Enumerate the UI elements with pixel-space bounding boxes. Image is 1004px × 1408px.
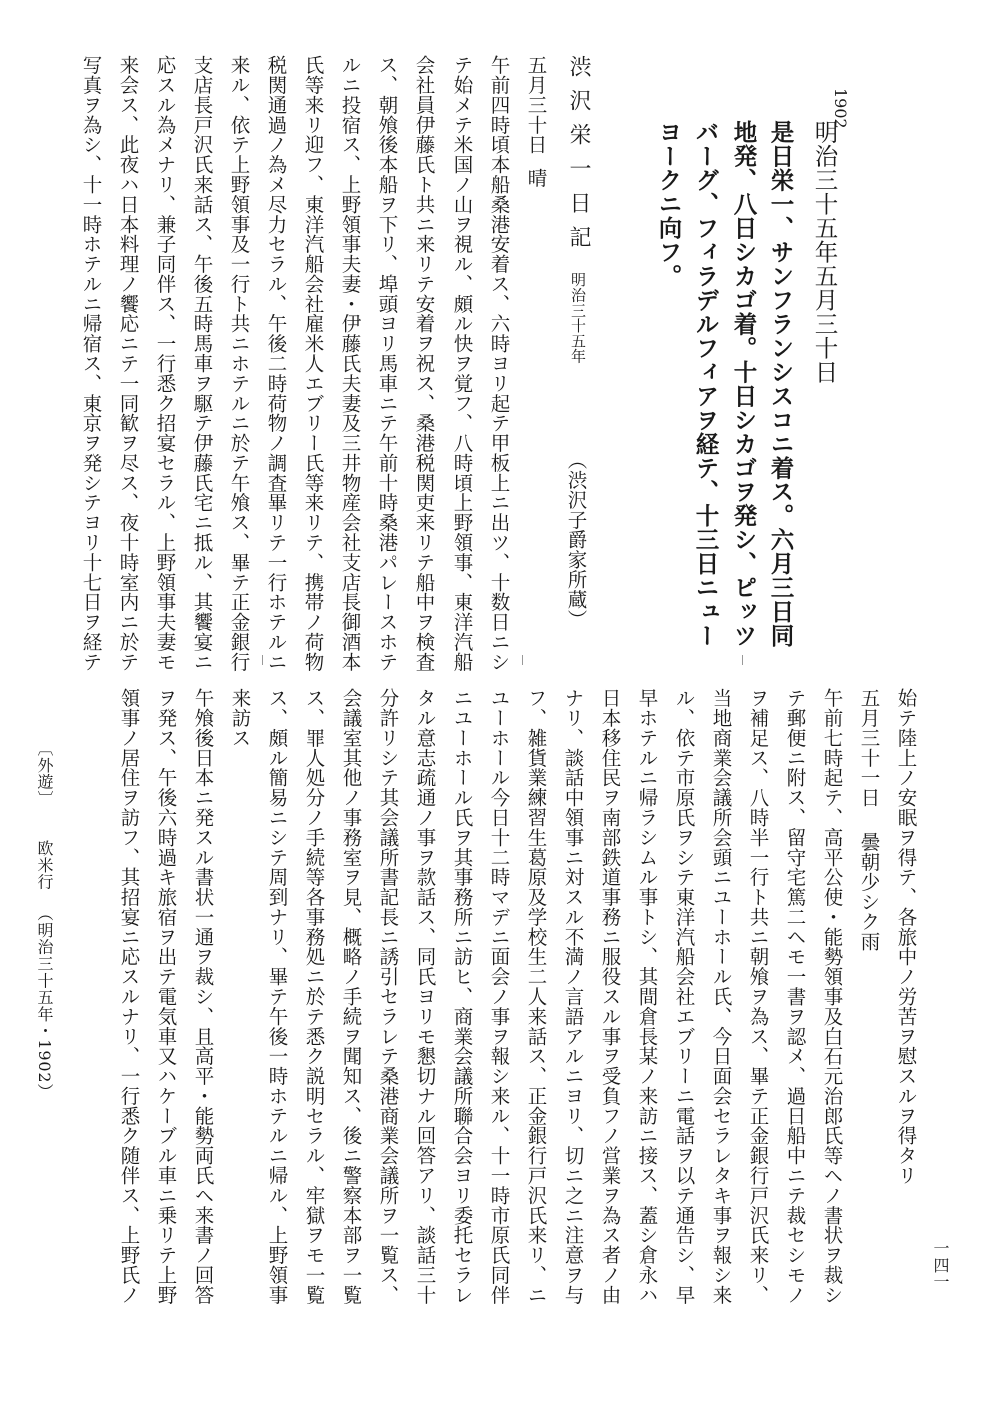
text-line: フ、雑貨業練習生葛原及学校生二人来話ス、正金銀行戸沢氏来リ、ニ (524, 688, 548, 1305)
year-number: 1902 (831, 88, 850, 129)
text-line: 会議室其他ノ事務室ヲ見、概略ノ手続ヲ聞知ス、後ニ警察本部ヲ一覧 (339, 688, 363, 1305)
entry-weather: 晴 (524, 168, 548, 188)
text-line: 支店長戸沢氏来話ス、午後五時馬車ヲ駆テ伊藤氏宅ニ抵ル、其饗宴ニ (190, 55, 214, 672)
text-line: ス、頗ル簡易ニシテ周到ナリ、畢テ午後一時ホテルニ帰ル、上野領事 (265, 688, 289, 1305)
text-line: 午飧後日本ニ発スル書状一通ヲ裁シ、且高平・能勢両氏ヘ来書ノ回答 (191, 688, 215, 1305)
text-line: 氏等来リ迎フ、東洋汽船会社雇米人エブリー氏等来リテ、携帯ノ荷物 (301, 55, 325, 672)
text-line: ヲ発ス、午後六時過キ旅宿ヲ出テ電気車又ハケーブル車ニ乗リテ上野 (154, 688, 178, 1305)
entry-weather: 曇朝少シク雨 (857, 832, 881, 952)
summary-line: ヨークニ向フ。 (654, 120, 683, 288)
summary-line: 是日栄一、サンフランシスコニ着ス。六月三日同 (766, 120, 795, 648)
text-line: 会社員伊藤氏ト共ニ来リテ安着ヲ祝ス、桑港税関吏来リテ船中ヲ検査 (412, 55, 436, 672)
continuation-line: 始テ陸上ノ安眠ヲ得テ、各旅中ノ労苦ヲ慰スルヲ得タリ (894, 688, 918, 1186)
text-line: 税関通過ノ為メ尽力セラル、午後二時荷物ノ調査畢リテ一行ホテルニ (264, 55, 288, 672)
summary-line: 地発、八日シカゴ着。十日シカゴヲ発シ、ピッツ (729, 120, 758, 648)
source-year: 明治三十五年 (569, 272, 587, 364)
text-line: 写真ヲ為シ、十一時ホテルニ帰宿ス、東京ヲ発シテヨリ十七日ヲ経テ (79, 55, 103, 672)
page-number: 一四一 (931, 1240, 950, 1291)
footer-subsection: 欧米行 (35, 840, 54, 891)
text-line: ナリ、談話中領事ニ対スル不満ノ言語アルニヨリ、切ニ之ニ注意ヲ与 (561, 688, 585, 1305)
center-tick (262, 655, 263, 665)
text-line: 分許リシテ其会議所書記長ニ誘引セラレテ桑港商業会議所ヲ一覧ス、 (376, 688, 400, 1305)
entry-date: 五月三十日 (524, 55, 548, 155)
text-line: 早ホテルニ帰ラシムル事トシ、其間倉長某ノ来訪ニ接ス、蓋シ倉永ハ (635, 688, 659, 1305)
text-line: ヲ補足ス、八時半一行ト共ニ朝飧ヲ為ス、畢テ正金銀行戸沢氏来リ、 (746, 688, 770, 1305)
center-tick (522, 655, 523, 665)
text-line: 日本移住民ヲ南部鉄道事務ニ服役スル事ヲ受負フノ営業ヲ為ス者ノ由 (598, 688, 622, 1305)
center-tick (742, 655, 743, 665)
summary-line: バーグ、フィラデルフィアヲ経テ、十三日ニュー (691, 120, 720, 648)
entry-date: 五月三十一日 (857, 688, 881, 808)
text-line: ス、朝飧後本船ヲ下リ、埠頭ヨリ馬車ニテ午前十時桑港パレースホテ (375, 55, 399, 672)
text-line: 領事ノ居住ヲ訪フ、其招宴ニ応スルナリ、一行悉ク随伴ス、上野氏ノ (117, 688, 141, 1305)
footer-period: （明治三十五年・1902） (35, 905, 54, 1101)
text-line: ルニ投宿ス、上野領事夫妻・伊藤氏夫妻及三井物産会社支店長御酒本 (338, 55, 362, 672)
text-line: テ郵便ニ附ス、留守宅篤二ヘモ一書ヲ認メ、過日船中ニテ裁セシモノ (783, 688, 807, 1305)
text-line: 当地商業会議所会頭ニユーホール氏、今日面会セラレタキ事ヲ報シ来 (709, 688, 733, 1305)
text-line: タル意志疏通ノ事ヲ款話ス、同氏ヨリモ懇切ナル回答アリ、談話三十 (413, 688, 437, 1305)
text-line: 午前七時起テ、高平公使・能勢領事及白石元治郎氏等ヘノ書状ヲ裁シ (820, 688, 844, 1305)
text-line: 応スル為メナリ、兼子同伴ス、一行悉ク招宴セラル、上野領事夫妻モ (153, 55, 177, 672)
text-line: ル、依テ市原氏ヲシテ東洋汽船会社エブリーニ電話ヲ以テ通告シ、早 (672, 688, 696, 1305)
text-line: テ始メテ米国ノ山ヲ視ル、頗ル快ヲ覚フ、八時頃上野領事、東洋汽船 (450, 55, 474, 672)
footer-section: 〔外遊〕 (35, 740, 54, 808)
text-line: 来会ス、此夜ハ日本料理ノ饗応ニテ一同歓ヲ尽ス、夜十時室内ニ於テ (116, 55, 140, 672)
date-heading: 明治三十五年五月三十日 (810, 120, 839, 384)
text-line: ニユーホール氏ヲ其事務所ニ訪ヒ、商業会議所聯合会ヨリ委托セラレ (450, 688, 474, 1305)
source-title: 渋沢栄一日記 (566, 55, 591, 260)
text-line: 来ル、依テ上野領事及一行ト共ニホテルニ於テ午飧ス、畢テ正金銀行 (227, 55, 251, 672)
text-line: 来訪ス (228, 688, 252, 748)
text-line: ユーホール今日十二時マデニ面会ノ事ヲ報シ来ル、十一時市原氏同伴 (487, 688, 511, 1305)
text-line: ス、罪人処分ノ手続等各事務処ニ於テ悉ク説明セラル、牢獄ヲモ一覧 (302, 688, 326, 1305)
source-collection: （渋沢子爵家所蔵） (564, 450, 588, 630)
text-line: 午前四時頃本船桑港安着ス、六時ヨリ起テ甲板上ニ出ツ、十数日ニシ (487, 55, 511, 672)
